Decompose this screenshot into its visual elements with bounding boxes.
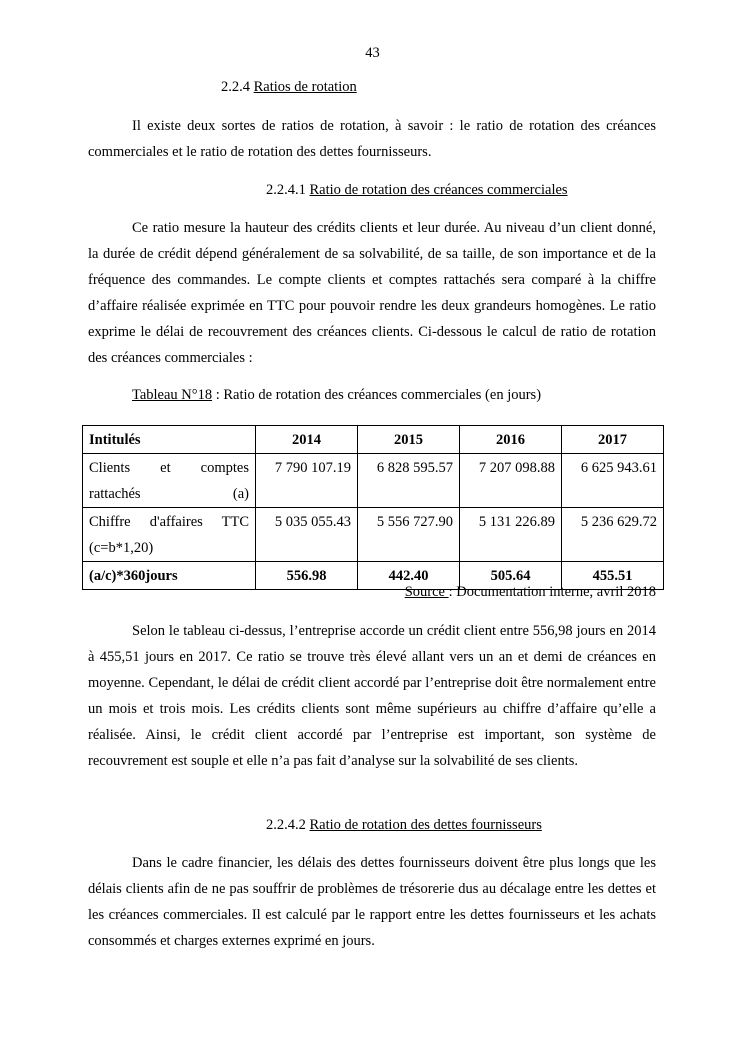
table-cell: 6 625 943.61 [562, 454, 664, 508]
source-label: Source [404, 584, 449, 600]
table-source [405, 584, 656, 601]
analysis-text: Selon le tableau ci-dessus, l’entreprise accorde un crédit client entre 556,98 jours en 2014 à 455,51 jours en 2017. Ce ratio se trouve très élevé allant vers un an et demi de créances en moyenne. Cependant, le délai de crédit client accordé par l’entreprise doit être normalement entre un mois et trois mois. Les crédits clients sont même supérieurs au chiffre d’affaire qu’elle a réalisée. Ainsi, le crédit client accordé par l’entreprise est important, son système de recouvrement est souple et elle n’a pas fait d’analyse sur la solvabilité de ses clients. [88, 623, 656, 769]
table-caption [132, 387, 541, 404]
header-cell-year: 2015 [358, 426, 460, 454]
total-cell: 442.40 [358, 562, 460, 590]
table-row [83, 454, 664, 508]
table-row [83, 508, 664, 562]
table-cell: 7 790 107.19 [256, 454, 358, 508]
section-heading-2-2-4-1 [266, 182, 568, 199]
table-cell: 7 207 098.88 [460, 454, 562, 508]
total-cell: 556.98 [256, 562, 358, 590]
table-caption-label: Tableau N°18 [132, 387, 213, 403]
total-label: (a/c)*360jours [83, 562, 256, 590]
header-cell-label: Intitulés [83, 426, 256, 454]
source-text: : Documentation interne, avril 2018 [448, 584, 656, 600]
paragraph-text: Ce ratio mesure la hauteur des crédits clients et leur durée. Au niveau d’un client donné, la durée de crédit dépend généralement de sa solvabilité, de sa taille, de son importance et de la fréquence des commandes. Le compte clients et comptes rattachés sera comparé à la chiffre d’affaire réalisée exprimée en TTC pour pouvoir rendre les deux grandeurs homogènes. Le ratio exprime le délai de recouvrement des créances clients. Ci-dessous le calcul de ratio de rotation des créances commerciales : [88, 220, 656, 366]
section-number: 2.2.4 [221, 79, 254, 95]
table-cell: 5 556 727.90 [358, 508, 460, 562]
section-title: Ratio de rotation des créances commerciales [309, 182, 568, 198]
intro-text: Il existe deux sortes de ratios de rotation, à savoir : le ratio de rotation des créances commerciales et le ratio de rotation des dettes fournisseurs. [88, 118, 656, 160]
section-heading-2-2-4-2 [266, 817, 542, 834]
section-heading-2-2-4 [221, 79, 357, 96]
table-cell: 5 131 226.89 [460, 508, 562, 562]
table-header-row [83, 426, 664, 454]
table-cell: 6 828 595.57 [358, 454, 460, 508]
header-cell-year: 2016 [460, 426, 562, 454]
section-number: 2.2.4.1 [266, 182, 310, 198]
row-label: Chiffre d'affaires TTC (c=b*1,20) [83, 508, 256, 562]
section-title: Ratio de rotation des dettes fournisseurs [309, 817, 542, 833]
rotation-ratio-table [82, 425, 664, 590]
section-title: Ratios de rotation [253, 79, 357, 95]
header-cell-year: 2017 [562, 426, 664, 454]
section-number: 2.2.4.2 [266, 817, 310, 833]
table-cell: 5 035 055.43 [256, 508, 358, 562]
page-number: 43 [365, 45, 380, 61]
analysis-paragraph [88, 618, 656, 774]
table-cell: 5 236 629.72 [562, 508, 664, 562]
row-label: Clients et comptes rattachés (a) [83, 454, 256, 508]
paragraph-text: Dans le cadre financier, les délais des dettes fournisseurs doivent être plus longs que les délais clients afin de ne pas souffrir de problèmes de trésorerie dus au décalage entre les dettes et les créances commerciales. Il est calculé par le rapport entre les dettes fournisseurs et les achats consommés et charges externes exprimé en jours. [88, 855, 656, 949]
total-cell: 505.64 [460, 562, 562, 590]
paragraph-2-2-4-2 [88, 850, 656, 954]
paragraph-2-2-4-1 [88, 215, 656, 371]
total-cell: 455.51 [562, 562, 664, 590]
intro-paragraph [88, 113, 656, 165]
header-cell-year: 2014 [256, 426, 358, 454]
table-caption-text: : Ratio de rotation des créances commerciales (en jours) [212, 387, 542, 403]
